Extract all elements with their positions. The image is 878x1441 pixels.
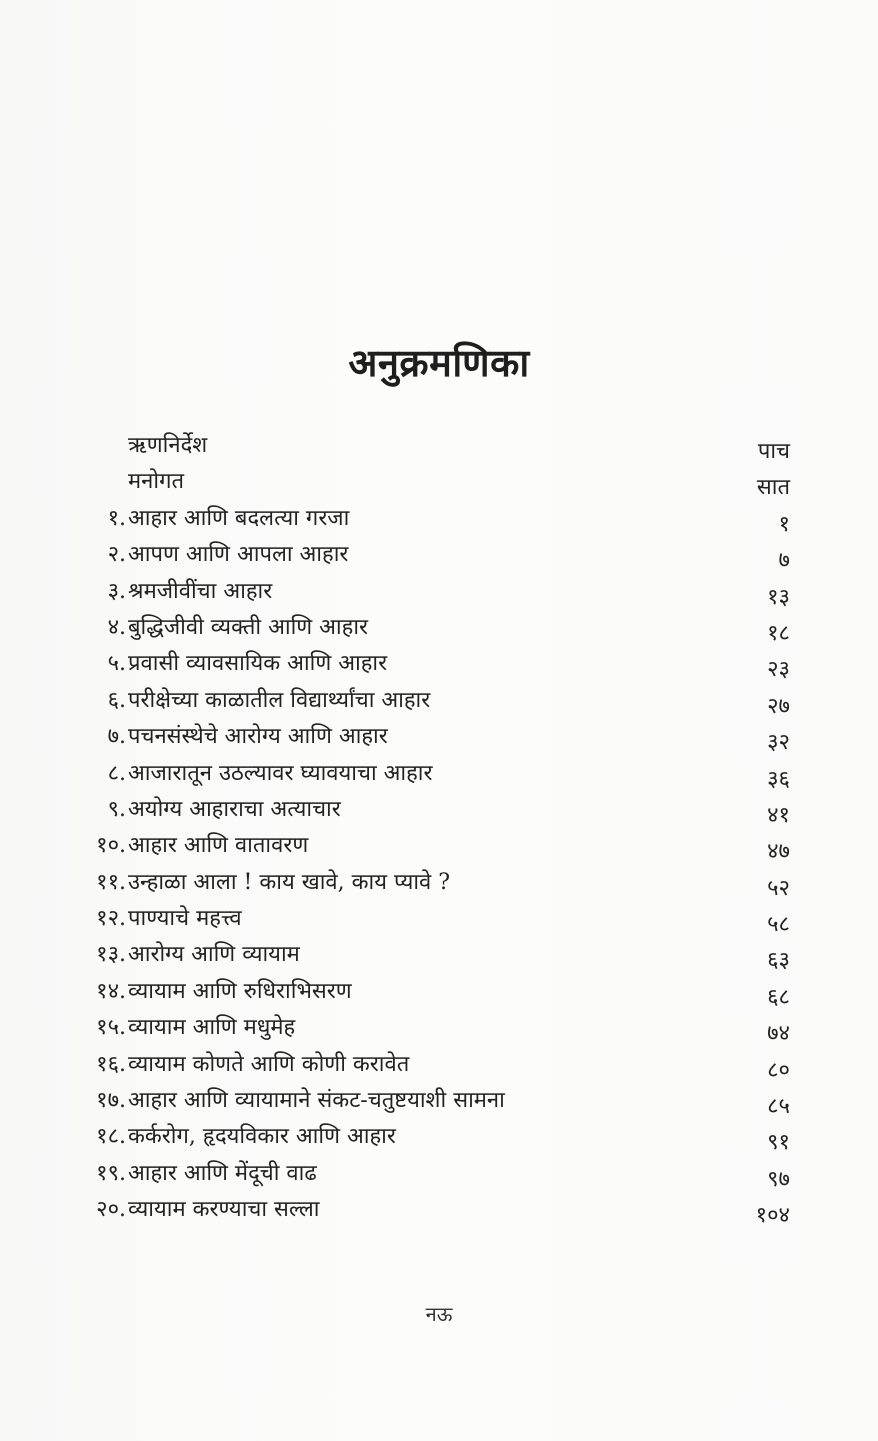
- toc-row: [70, 537, 790, 573]
- toc-label: व्यायाम करण्याचा सल्ला: [128, 1197, 320, 1223]
- toc-number: १९.: [96, 1160, 126, 1186]
- page-title: अनुक्रमणिका: [348, 340, 530, 385]
- toc-number: ९.: [107, 796, 126, 822]
- toc-page: ४७: [767, 839, 790, 865]
- toc-label: व्यायाम आणि रुधिराभिसरण: [128, 978, 352, 1004]
- toc-number: १३.: [96, 942, 126, 968]
- table-of-contents: [70, 428, 790, 1229]
- toc-label: व्यायाम आणि मधुमेह: [128, 1015, 296, 1041]
- toc-label: आहार आणि बदलत्या गरजा: [128, 505, 350, 531]
- toc-front-page: सात: [756, 475, 790, 501]
- toc-row: [70, 865, 790, 901]
- toc-page: १०४: [755, 1203, 790, 1229]
- toc-number: १५.: [96, 1015, 126, 1041]
- toc-front-label: मनोगत: [128, 469, 184, 495]
- toc-page: ७: [778, 548, 790, 574]
- toc-row: [70, 1119, 790, 1155]
- toc-row: [70, 501, 790, 537]
- toc-label: आपण आणि आपला आहार: [128, 542, 349, 568]
- toc-row: [70, 756, 790, 792]
- toc-label: श्रमजीवींचा आहार: [128, 578, 273, 604]
- toc-page: ५८: [767, 912, 790, 938]
- toc-number: १०.: [96, 833, 126, 859]
- toc-front-page: पाच: [757, 439, 790, 464]
- toc-page: २७: [767, 693, 790, 719]
- page-number-footer: नऊ: [425, 1302, 453, 1326]
- toc-label: व्यायाम कोणते आणि कोणी करावेत: [128, 1051, 410, 1077]
- toc-row: [70, 1192, 790, 1228]
- toc-row: [70, 574, 790, 610]
- toc-number: १६.: [96, 1051, 126, 1077]
- toc-front-label: ऋणनिर्देश: [128, 433, 208, 458]
- toc-row: [70, 1047, 790, 1083]
- toc-page: ३२: [767, 730, 790, 756]
- toc-number: १४.: [96, 978, 126, 1004]
- toc-label: अयोग्य आहाराचा अत्याचार: [128, 796, 341, 822]
- toc-number: ६.: [107, 687, 126, 713]
- toc-number: ४.: [107, 614, 126, 640]
- toc-page: २३: [767, 657, 790, 683]
- toc-page: १८: [767, 620, 790, 646]
- toc-row: [70, 646, 790, 682]
- toc-row: [70, 901, 790, 937]
- toc-page: ३६: [767, 766, 790, 792]
- toc-page: ८५: [767, 1094, 790, 1120]
- toc-row: [70, 719, 790, 755]
- toc-label: पचनसंस्थेचे आरोग्य आणि आहार: [128, 724, 388, 750]
- toc-label: परीक्षेच्या काळातील विद्यार्थ्यांचा आहार: [128, 687, 431, 713]
- toc-front-row: [70, 428, 790, 464]
- toc-page: ७४: [767, 1021, 790, 1047]
- toc-row: [70, 937, 790, 973]
- toc-number: १.: [107, 505, 126, 531]
- toc-number: २०.: [96, 1197, 126, 1223]
- toc-label: कर्करोग, हृदयविकार आणि आहार: [128, 1124, 396, 1150]
- toc-label: प्रवासी व्यावसायिक आणि आहार: [128, 651, 388, 677]
- toc-page: ४१: [767, 802, 790, 828]
- toc-page: ९७: [767, 1166, 790, 1192]
- toc-row: [70, 1156, 790, 1192]
- toc-number: ७.: [107, 724, 126, 750]
- toc-front-row: [70, 464, 790, 500]
- toc-label: आरोग्य आणि व्यायाम: [128, 942, 300, 968]
- toc-row: [70, 683, 790, 719]
- toc-page: १३: [767, 584, 790, 610]
- toc-number: २.: [107, 542, 126, 568]
- toc-page: ८०: [767, 1057, 790, 1083]
- toc-number: ८.: [107, 760, 126, 786]
- toc-number: १७.: [96, 1088, 126, 1114]
- toc-number: ११.: [96, 869, 126, 895]
- toc-label: पाण्याचे महत्त्व: [128, 906, 242, 932]
- toc-label: उन्हाळा आला ! काय खावे, काय प्यावे ?: [128, 869, 451, 895]
- toc-number: ५.: [107, 651, 126, 677]
- toc-number: १८.: [96, 1124, 126, 1150]
- toc-row: [70, 1010, 790, 1046]
- toc-label: आहार आणि व्यायामाने संकट-चतुष्टयाशी सामना: [128, 1088, 505, 1114]
- toc-row: [70, 610, 790, 646]
- toc-row: [70, 828, 790, 864]
- toc-number: १२.: [96, 906, 126, 932]
- toc-number: ३.: [107, 578, 126, 604]
- toc-page: १: [778, 511, 790, 537]
- toc-row: [70, 1083, 790, 1119]
- toc-page: ६३: [767, 948, 790, 974]
- toc-row: [70, 792, 790, 828]
- toc-label: आहार आणि वातावरण: [128, 833, 309, 859]
- toc-label: आजारातून उठल्यावर घ्यावयाचा आहार: [128, 760, 433, 786]
- toc-row: [70, 974, 790, 1010]
- toc-page: ५२: [767, 875, 790, 901]
- toc-page: ६८: [767, 984, 790, 1010]
- toc-label: बुद्धिजीवी व्यक्ती आणि आहार: [128, 614, 369, 640]
- toc-label: आहार आणि मेंदूची वाढ: [128, 1160, 317, 1186]
- toc-page: ९१: [767, 1130, 790, 1156]
